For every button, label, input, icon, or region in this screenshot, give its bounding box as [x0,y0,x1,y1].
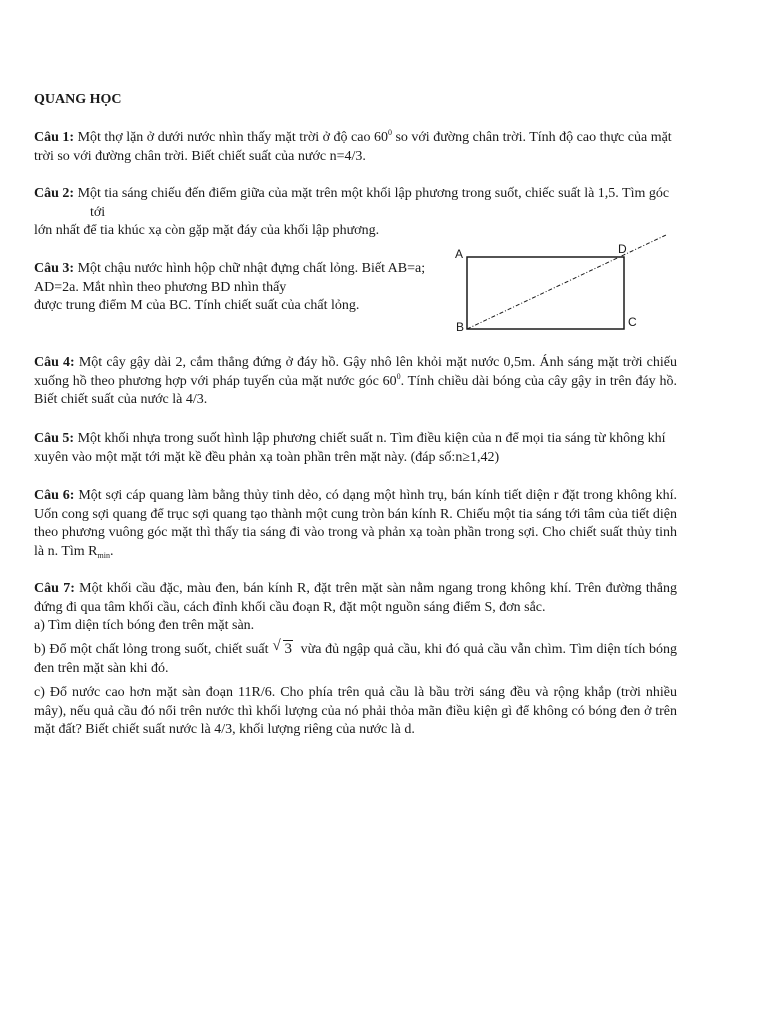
question-7-part-b-text-b: vừa đủ ngập quả cầu, khi đó quả cầu vẫn chìm. Tìm diện tích bóng đen trên mặt sàn khi đó. [34,642,677,676]
question-5-label: Câu 5: [34,431,75,446]
question-3-label: Câu 3: [34,261,75,276]
question-7 [34,580,677,636]
question-3-text-c: được trung điểm M của BC. Tính chiết suất của chất lỏng. [34,298,360,313]
document-title: QUANG HỌC [34,92,122,107]
question-4-degree: 0 [396,371,401,381]
question-7-text: Một khối cầu đặc, màu đen, bán kính R, đặt trên mặt sàn nằm ngang trong không khí. Trên đường thẳng đứng đi qua tâm khối cầu, cách đỉnh khối cầu đoạn R, đặt một nguồn sáng điểm S, đơn sắc. [34,581,677,615]
question-7-part-b [34,640,677,678]
question-5 [34,430,677,467]
question-2-text-b: tới [90,204,106,220]
question-3 [34,260,444,316]
question-4-text-b: . Tính chiều dài bóng của cây gậy in trên đáy hồ. Biết chiết suất của nước là 4/3. [34,373,677,407]
question-1-label: Câu 1: [34,130,75,145]
question-4-text-a: Một cây gậy dài 2, cắm thẳng đứng ở đáy hồ. Gậy nhô lên khỏi mặt nước 0,5m. Ánh sáng mặt trời chiếu xuống hồ theo phương hợp với pháp tuyến của mặt nước góc 60 [34,355,677,389]
rectangle-abcd [467,257,624,329]
label-b: B [456,320,465,334]
question-1-text-a: Một thợ lặn ở dưới nước nhìn thấy mặt trời ở độ cao 60 [74,130,388,145]
question-2-text-c: lớn nhất để tia khúc xạ còn gặp mặt đáy của khối lập phương. [34,223,380,238]
question-6-label: Câu 6: [34,488,75,503]
question-6-text-b: . [109,543,114,559]
question-7-part-c: c) Đổ nước cao hơn mặt sàn đoạn 11R/6. Cho phía trên quả cầu là bầu trời sáng đều và rộng khắp (trời nhiều mây), nếu quả cầu đó nổi trên nước thì khối lượng của nó phải thỏa mãn điều kiện gì để không có bóng đen ở trên mặt đất? Biết chiết suất nước là 4/3, khối lượng riêng của nước là d. [34,685,677,737]
question-2-text-a: Một tia sáng chiếu đến điểm giữa của mặt trên một khối lập phương trong suốt, chiếc suất là 1,5. Tìm góc [74,186,670,201]
question-4-label: Câu 4: [34,355,75,370]
label-c: C [628,315,637,329]
rectangle-diagram [450,232,670,338]
question-2-label: Câu 2: [34,186,75,201]
label-a: A [455,247,464,261]
question-5-text: Một khối nhựa trong suốt hình lập phương chiết suất n. Tìm điều kiện của n để mọi tia sáng từ không khí xuyên vào một mặt tới mặt kề đều phản xạ toàn phần trên mặt này. (đáp số:n≥1,42) [34,431,666,465]
question-3-text-b: AD=2a. Mắt nhìn theo phương BD nhìn thấy [34,279,287,295]
question-4 [34,354,677,410]
question-1-text-b: so với đường chân trời. Tính độ cao thực của mặt trời so với đường chân trời. Biết chiết suất của nước n=4/3. [34,130,672,164]
question-6-text-a: Một sợi cáp quang làm bằng thủy tinh dẻo, có dạng một hình trụ, bán kính tiết diện r đặt trong không khí. Uốn cong sợi quang để trục sợi quang tạo thành một cung tròn bán kính R. Chiếu một tia sáng tới tâm của tiết diện theo phương vuông góc mặt thì thấy tia sáng đi vào trong và phản xạ toàn phần trong sợi. Cho chiết suất thủy tinh là n. Tìm R [34,488,677,559]
sqrt-symbol: √ 3 [272,638,292,657]
question-7-label: Câu 7: [34,581,75,596]
question-7-part-a: a) Tìm diện tích bóng đen trên mặt sàn. [34,618,255,633]
question-1-degree: 0 [387,128,392,137]
question-1 [34,129,677,166]
question-6-subscript: min [97,550,110,560]
question-7-part-b-text-a: b) Đổ một chất lỏng trong suốt, chiết suất [34,642,269,657]
label-d: D [618,242,627,256]
question-6 [34,487,677,561]
question-3-text-a: Một chậu nước hình hộp chữ nhật đựng chất lỏng. Biết AB=a; [74,261,426,276]
sqrt-value: 3 [284,641,292,657]
